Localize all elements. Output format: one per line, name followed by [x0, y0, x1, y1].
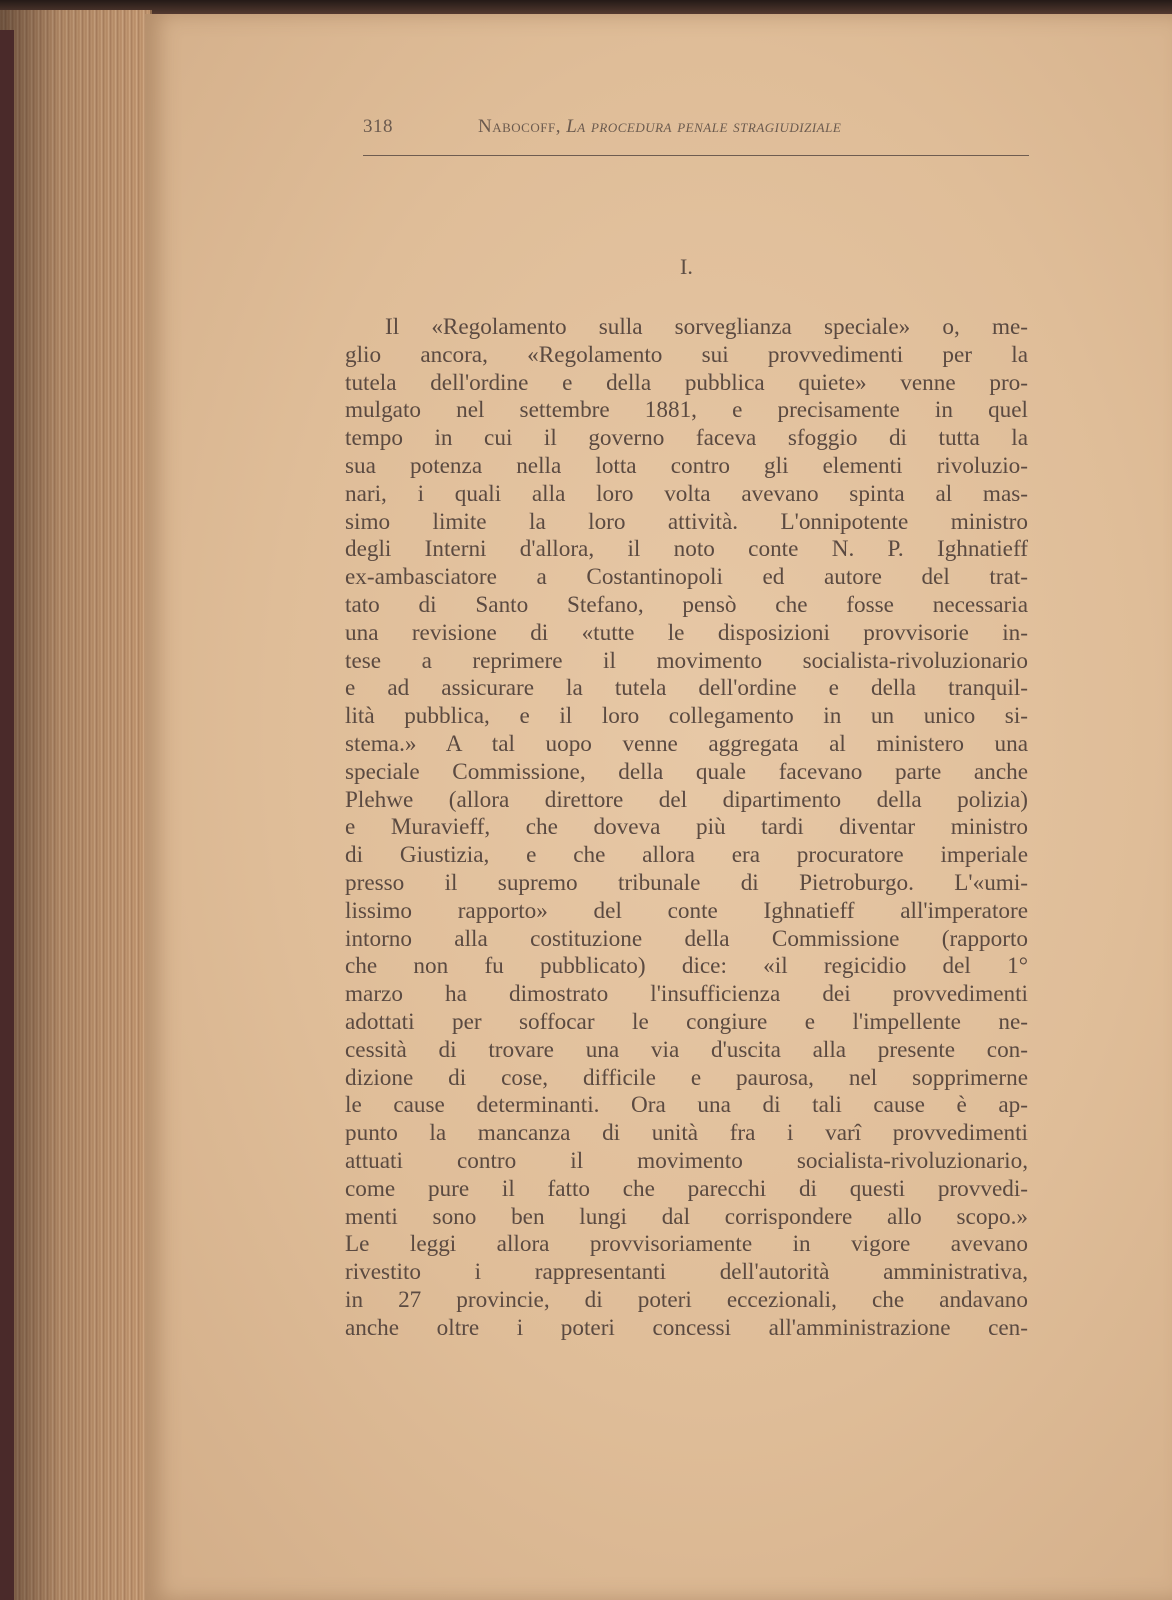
running-head-author — [478, 116, 841, 138]
text-line: stema.» A tal uopo venne aggregata al ministero una — [345, 730, 1028, 757]
text-line: e ad assicurare la tutela dell'ordine e della tranquil- — [345, 675, 1028, 702]
running-head-title: La procedura penale stragiudiziale — [566, 116, 842, 137]
book-cover-cloth — [0, 30, 14, 1600]
text-line: Il «Regolamento sulla sorveglianza speciale» o, me- — [385, 314, 1028, 340]
text-line: attuati contro il movimento socialista-rivoluzionario, — [345, 1147, 1028, 1174]
text-line: intorno alla costituzione della Commissione (rapporto — [345, 925, 1028, 952]
header-rule — [363, 155, 1029, 156]
author-name: Nabocoff, — [478, 116, 561, 137]
text-line: tutela dell'ordine e della pubblica quiete» venne pro- — [345, 369, 1028, 396]
text-line: lità pubblica, e il loro collegamento in un unico si- — [345, 703, 1028, 730]
text-line: presso il supremo tribunale di Pietroburgo. L'«umi- — [345, 869, 1028, 896]
text-line: cessità di trovare una via d'uscita alla presente con- — [345, 1036, 1028, 1063]
body-text — [345, 314, 1028, 1342]
text-line: di Giustizia, e che allora era procuratore imperiale — [345, 842, 1028, 869]
text-line: anche oltre i poteri concessi all'amministrazione cen- — [345, 1314, 1028, 1341]
text-line: una revisione di «tutte le disposizioni provvisorie in- — [345, 619, 1028, 646]
text-line: nari, i quali alla loro volta avevano spinta al mas- — [345, 480, 1028, 507]
text-line: le cause determinanti. Ora una di tali cause è ap- — [345, 1092, 1028, 1119]
text-line: Plehwe (allora direttore del dipartimento della polizia) — [345, 786, 1028, 813]
text-line: Le leggi allora provvisoriamente in vigore avevano — [345, 1231, 1028, 1258]
text-line: tese a reprimere il movimento socialista-rivoluzionario — [345, 647, 1028, 674]
text-line: degli Interni d'allora, il noto conte N. P. Ighnatieff — [345, 536, 1028, 563]
page-number: 318 — [363, 116, 393, 137]
text-line: menti sono ben lungi dal corrispondere allo scopo.» — [345, 1203, 1028, 1230]
page-edges-stack — [0, 10, 152, 1600]
text-line: punto la mancanza di unità fra i varî provvedimenti — [345, 1120, 1028, 1147]
text-line: dizione di cose, difficile e paurosa, nel sopprimerne — [345, 1064, 1028, 1091]
text-line: ex-ambasciatore a Costantinopoli ed autore del trat- — [345, 564, 1028, 591]
text-line: lissimo rapporto» del conte Ighnatieff all'imperatore — [345, 897, 1028, 924]
text-line: simo limite la loro attività. L'onnipotente ministro — [345, 508, 1028, 535]
text-line: sua potenza nella lotta contro gli elementi rivoluzio- — [345, 452, 1028, 479]
running-head — [363, 112, 1029, 144]
section-number: I. — [680, 254, 693, 279]
text-line: rivestito i rappresentanti dell'autorità amministrativa, — [345, 1259, 1028, 1286]
text-line: come pure il fatto che parecchi di questi provvedi- — [345, 1175, 1028, 1202]
text-line: speciale Commissione, della quale facevano parte anche — [345, 758, 1028, 785]
text-line: che non fu pubblicato) dice: «il regicidio del 1° — [345, 953, 1028, 980]
text-line: tato di Santo Stefano, pensò che fosse necessaria — [345, 591, 1028, 618]
text-line: mulgato nel settembre 1881, e precisamente in quel — [345, 397, 1028, 424]
text-line: marzo ha dimostrato l'insufficienza dei provvedimenti — [345, 981, 1028, 1008]
text-line: tempo in cui il governo faceva sfoggio di tutta la — [345, 425, 1028, 452]
text-line: glio ancora, «Regolamento sui provvedimenti per la — [345, 341, 1028, 368]
text-line: e Muravieff, che doveva più tardi diventar ministro — [345, 814, 1028, 841]
text-line: in 27 provincie, di poteri eccezionali, che andavano — [345, 1286, 1028, 1313]
text-line: adottati per soffocar le congiure e l'impellente ne- — [345, 1008, 1028, 1035]
